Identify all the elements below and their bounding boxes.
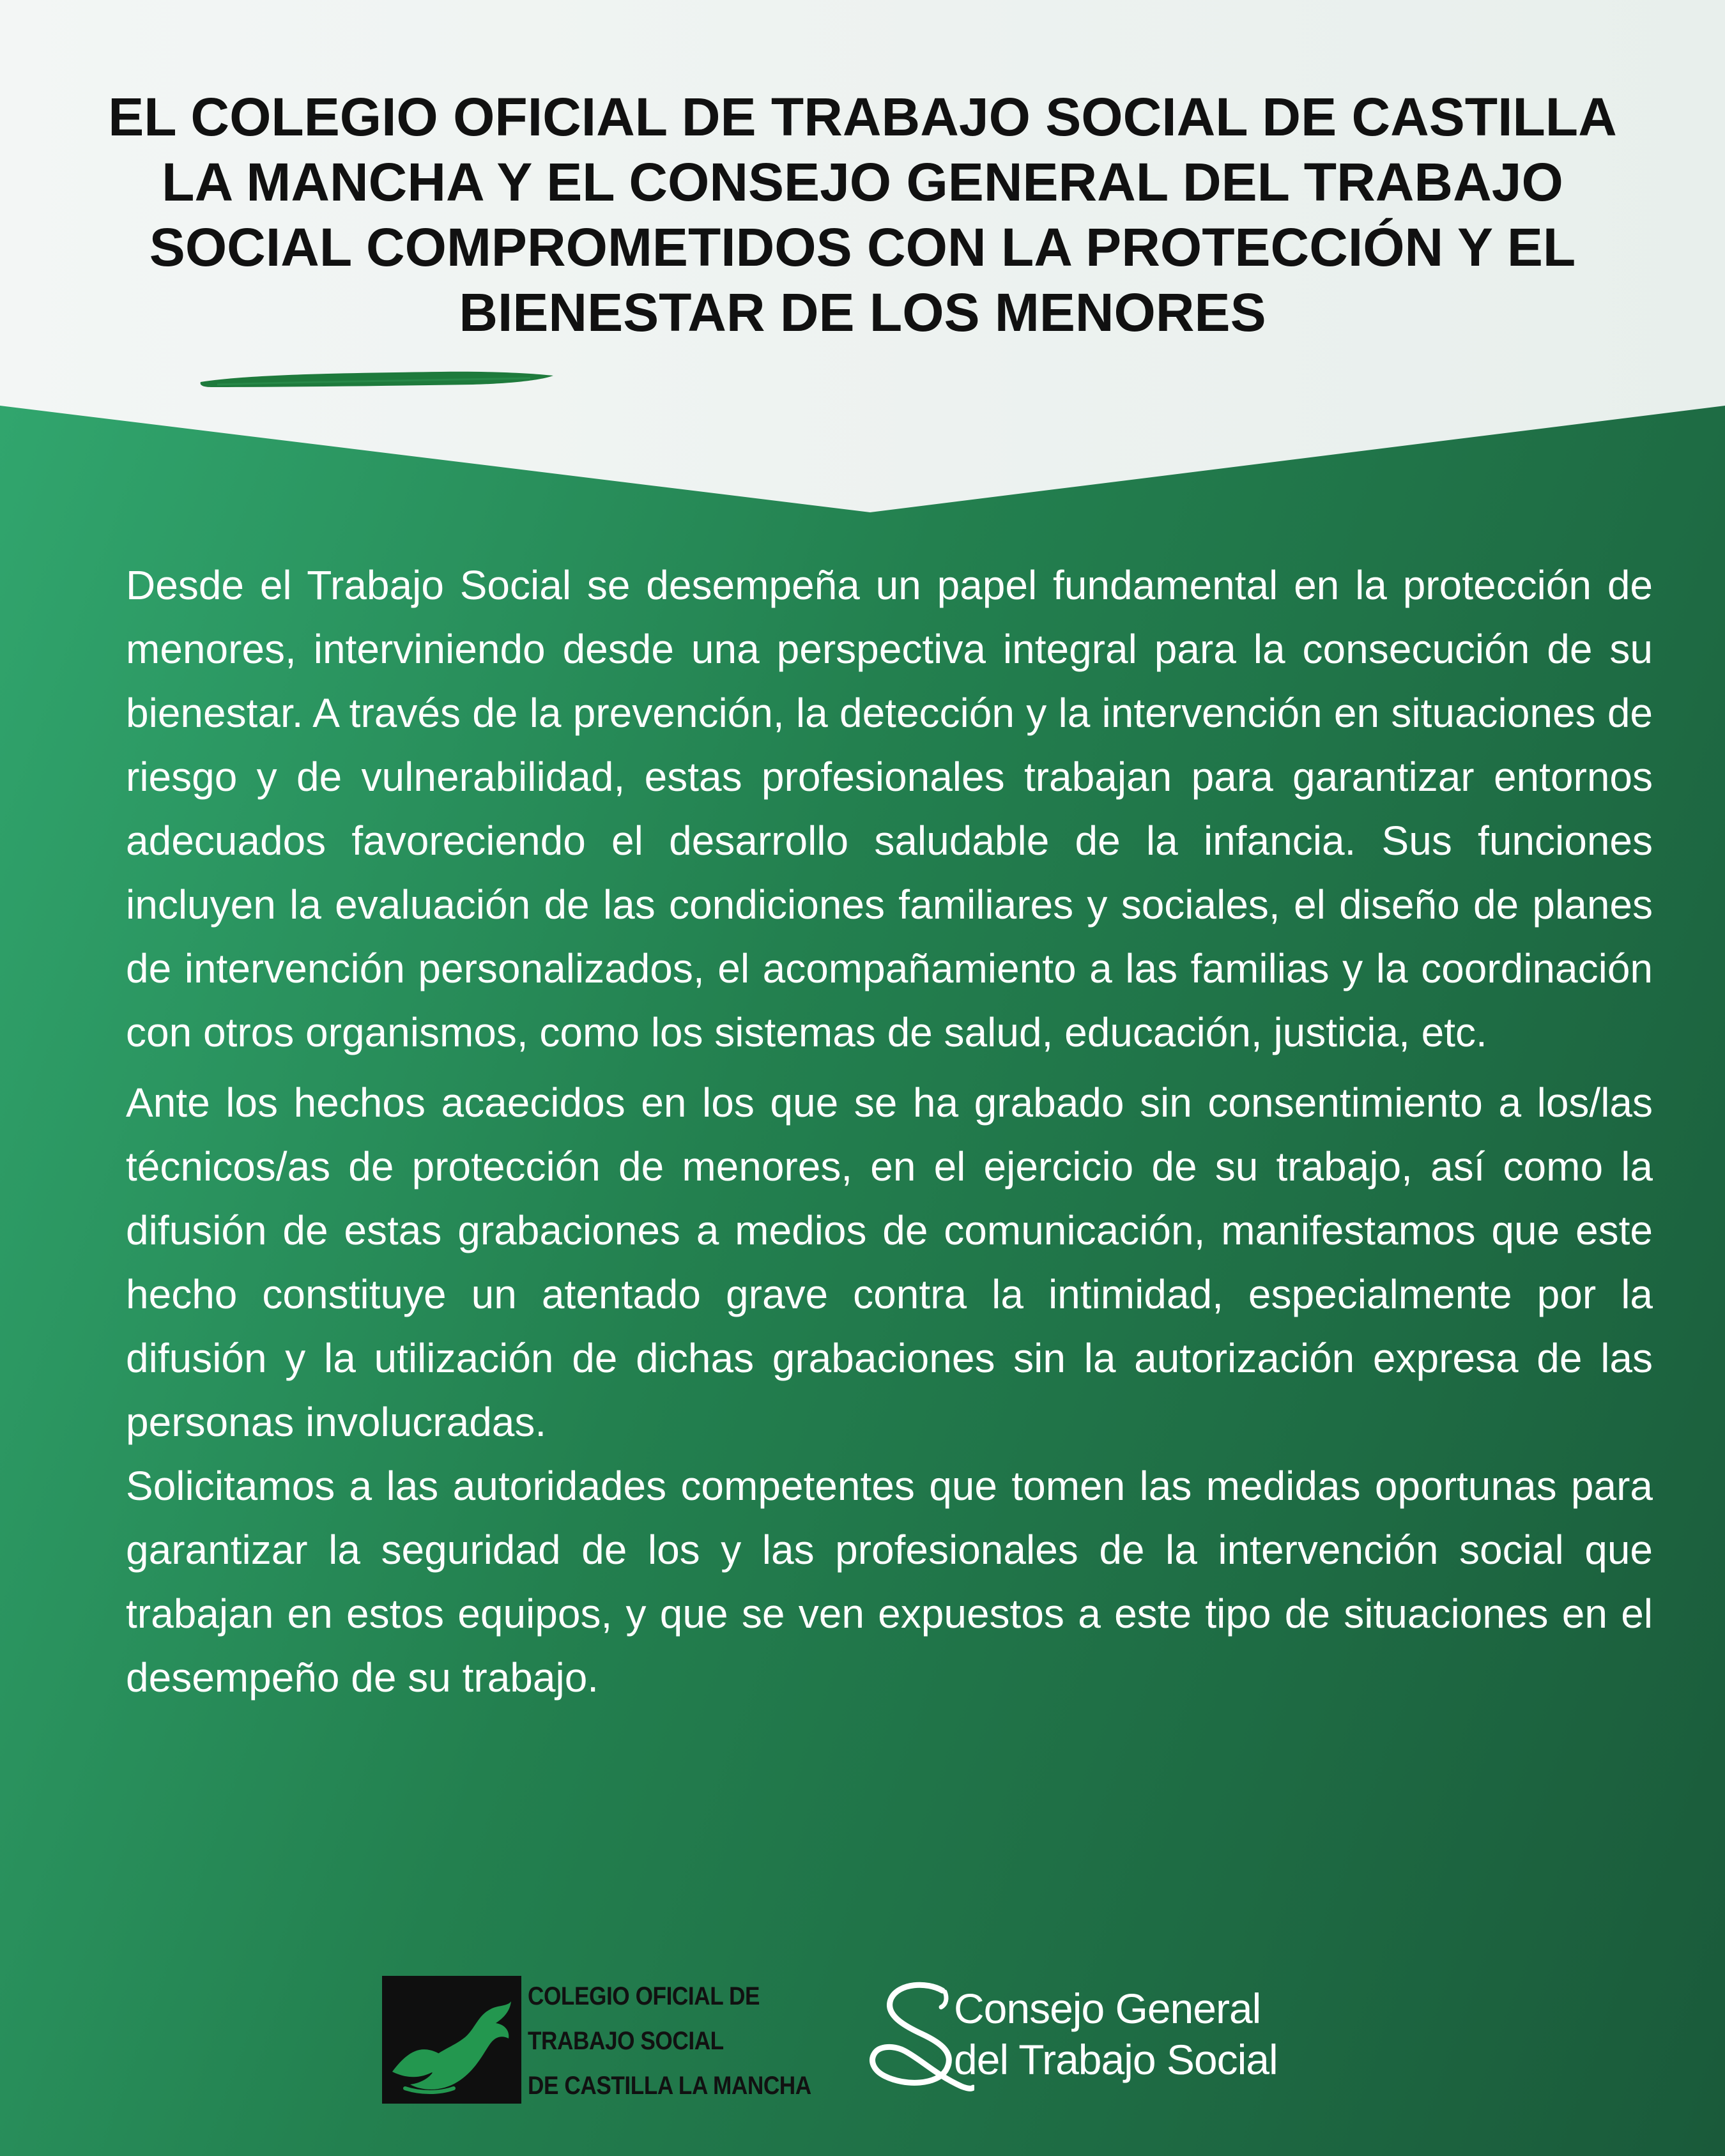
colegio-logo <box>382 1976 850 2104</box>
consejo-line-1: Consejo General <box>954 1985 1261 2032</box>
colegio-line-1: COLEGIO OFICIAL DE <box>528 1982 760 2010</box>
paragraph-role: Desde el Trabajo Social se desempeña un papel fundamental en la protección de menores, interviniendo desde una perspectiva integral para la consecución de su bienestar. A través de la prevención, la detección y la intervención en situaciones de riesgo y de vulnerabilidad, estas profesionales trabajan para garantizar entornos adecuados favoreciendo el desarrollo saludable de la infancia. Sus funciones incluyen la evaluación de las condiciones familiares y sociales, el diseño de planes de intervención personalizados, el acompañamiento a las familias y la coordinación con otros organismos, como los sistemas de salud, educación, justicia, etc. <box>126 562 1653 1055</box>
colegio-line-3: DE CASTILLA LA MANCHA <box>528 2072 811 2100</box>
colegio-emblem-icon <box>382 1976 521 2104</box>
consejo-logo <box>866 1979 1390 2100</box>
consejo-name <box>954 1983 1278 2085</box>
paragraph-incident: Ante los hechos acaecidos en los que se ha grabado sin consentimiento a los/las técnicos/as de protección de menores, en el ejercicio de su trabajo, así como la difusión de estas grabaciones a medios de comunicación, manifestamos que este hecho constituye un atentado grave contra la intimidad, especialmente por la difusión y la utilización de dichas grabaciones sin la autorización expresa de las personas involucradas. <box>126 1080 1653 1445</box>
colegio-line-2: TRABAJO SOCIAL <box>528 2027 724 2055</box>
green-brush-stroke <box>198 369 556 390</box>
page-headline: EL COLEGIO OFICIAL DE TRABAJO SOCIAL DE CASTILLA LA MANCHA Y EL CONSEJO GENERAL DEL TRABAJO SOCIAL COMPROMETIDOS CON LA PROTECCIÓN Y EL BIENESTAR DE LOS MENORES <box>108 87 1617 342</box>
colegio-name <box>521 1976 850 2104</box>
consejo-line-2: del Trabajo Social <box>954 2036 1278 2083</box>
paragraph-request: Solicitamos a las autoridades competentes que tomen las medidas oportunas para garantizar la seguridad de los y las profesionales de la intervención social que trabajan en estos equipos, y que se ven expuestos a este tipo de situaciones en el desempeño de su trabajo. <box>126 1463 1653 1701</box>
statement-body <box>126 553 1653 1716</box>
